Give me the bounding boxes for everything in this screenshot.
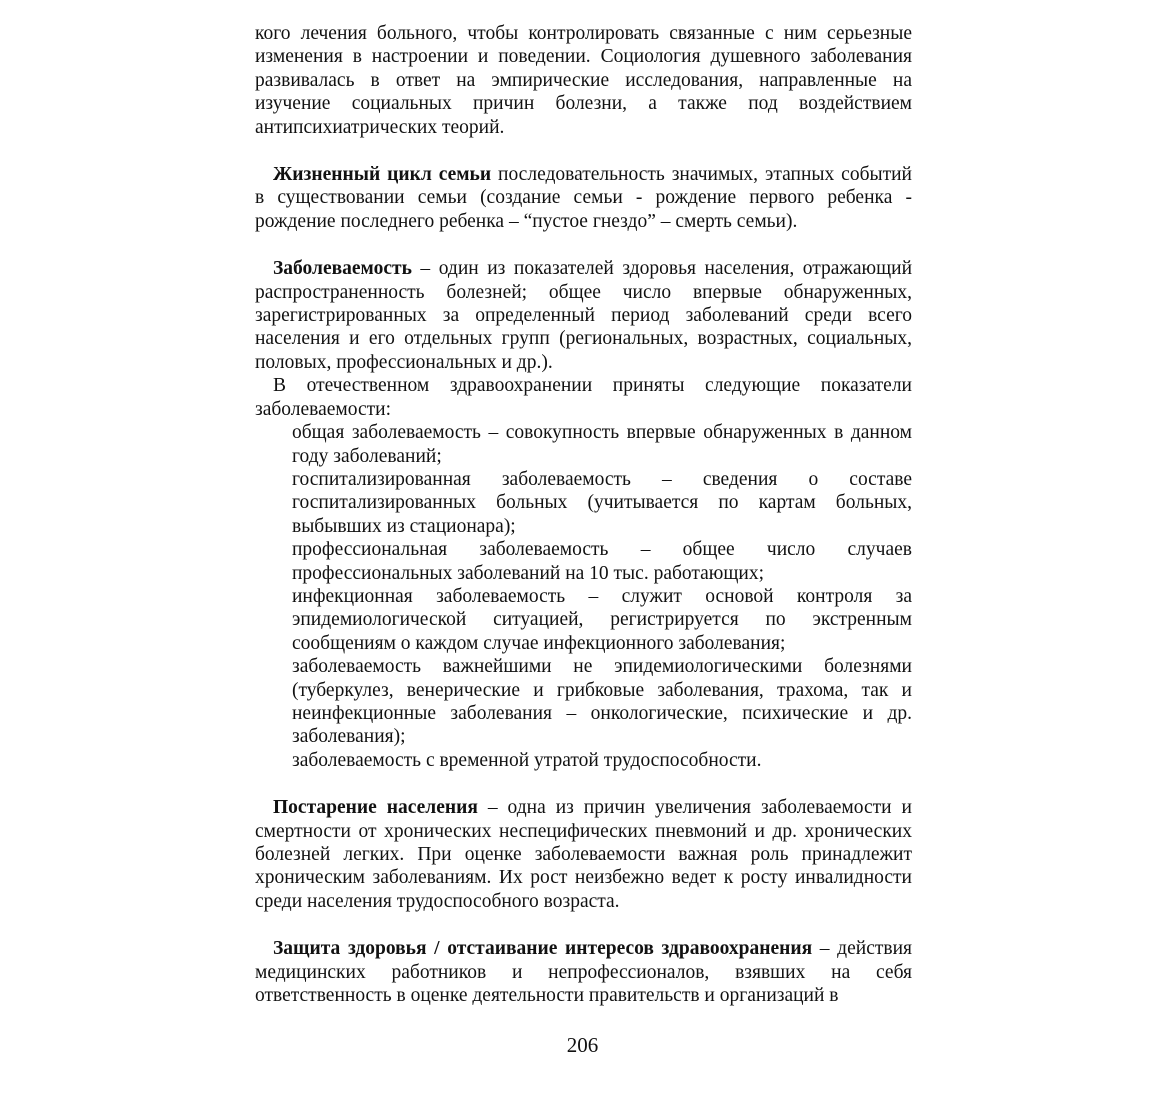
section-gap	[255, 913, 912, 937]
section-gap	[255, 139, 912, 163]
advocacy-definition: – действия медицинских работников и непрофессионалов, взявших на себя ответственность в оценке деятельности правительств и организаций в	[255, 938, 912, 1007]
morbidity-list-intro-text: В отечественном здравоохранении приняты следующие показатели заболеваемости:	[255, 375, 912, 420]
aging-definition: – одна из причин увеличения заболеваемости и смертности от хронических неспецифических пневмоний и др. хронических болезней легких. При оценке заболеваемости важная роль принадлежит хроническим заболеваниям. Их рост неизбежно ведет к росту инвалидности среди населения трудоспособного возраста.	[255, 797, 912, 912]
list-item: госпитализированная заболеваемость – сведения о составе госпитализированных больных (учитывается по картам больных, выбывших из стационара);	[292, 468, 912, 537]
list-item: общая заболеваемость – совокупность впервые обнаруженных в данном году заболеваний;	[292, 422, 912, 467]
morbidity-list-intro	[255, 374, 912, 421]
section-gap	[255, 772, 912, 796]
advocacy-term: Защита здоровья / отстаивание интересов здравоохранения	[273, 938, 813, 960]
life-cycle-entry	[255, 163, 912, 233]
life-cycle-definition: последовательность значимых, этапных событий в существовании семьи (создание семьи - рождение первого ребенка - рождение последнего ребенка – “пустое гнездо” – смерть семьи).	[255, 164, 912, 232]
aging-entry	[255, 796, 912, 913]
morbidity-definition: – один из показателей здоровья населения, отражающий распространенность болезней; общее число впервые обнаруженных, зарегистрированных за определенный период заболеваний среди всего населения и его отдельных групп (региональных, возрастных, социальных, половых, профессиональных и др.).	[255, 258, 912, 373]
advocacy-entry	[255, 937, 912, 1007]
list-item: заболеваемость важнейшими не эпидемиологическими болезнями (туберкулез, венерические и грибковые заболевания, трахома, так и неинфекционные заболевания – онкологические, психические и др. заболевания);	[292, 656, 912, 748]
list-item: заболеваемость с временной утратой трудоспособности.	[292, 749, 762, 771]
intro-paragraph	[255, 22, 912, 139]
list-item: профессиональная заболеваемость – общее число случаев профессиональных заболеваний на 10 тыс. работающих;	[292, 539, 912, 584]
page-number: 206	[566, 1033, 599, 1057]
life-cycle-term: Жизненный цикл семьи	[273, 164, 492, 186]
section-gap	[255, 233, 912, 257]
aging-term: Постарение населения	[273, 797, 478, 819]
morbidity-entry	[255, 257, 912, 374]
page-body	[255, 22, 912, 1007]
morbidity-term: Заболеваемость	[273, 258, 412, 280]
intro-text: кого лечения больного, чтобы контролировать связанные с ним серьезные изменения в настроении и поведении. Социология душевного заболевания развивалась в ответ на эмпирические исследования, направленные на изучение социальных причин болезни, а также под воздействием антипсихиатрических теорий.	[255, 23, 912, 138]
morbidity-indicator-list	[255, 421, 912, 772]
list-item: инфекционная заболеваемость – служит основой контроля за эпидемиологической ситуацией, регистрируется по экстренным сообщениям о каждом случае инфекционного заболевания;	[292, 585, 912, 654]
